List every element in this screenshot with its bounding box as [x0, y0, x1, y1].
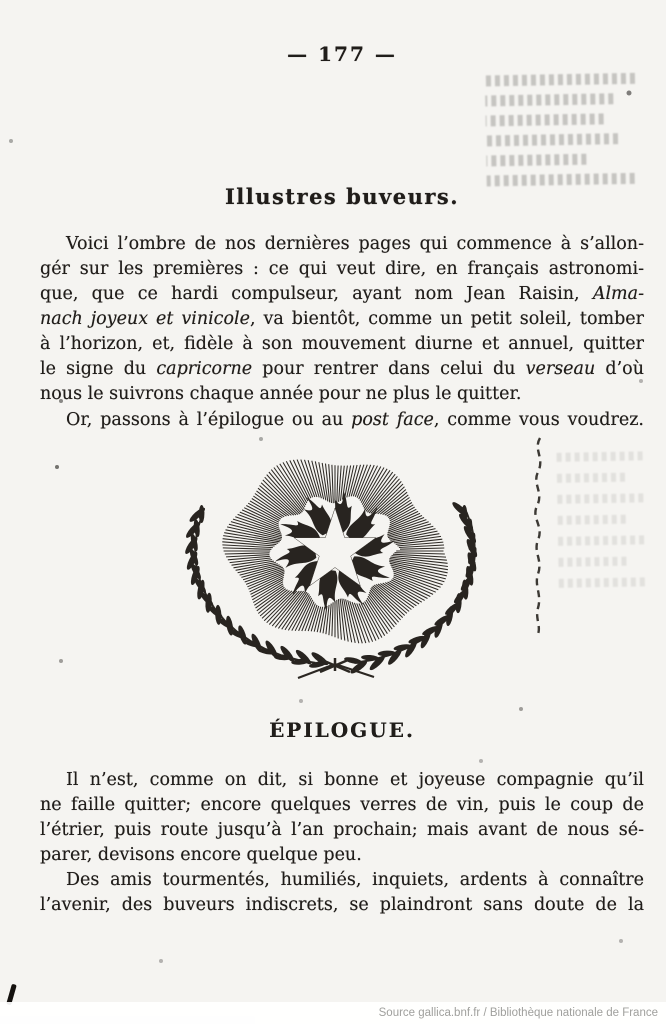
paragraph-intro	[40, 232, 644, 407]
text-line	[40, 282, 644, 307]
source-watermark-text: Source gallica.bnf.fr / Bibliothèque nationale de France	[378, 1007, 658, 1019]
bleed-line	[557, 577, 645, 588]
paragraph-epilogue	[40, 768, 644, 918]
text-segment: , va bientôt, comme un petit soleil, tomber	[249, 309, 645, 329]
text-line: Des amis tourmentés, humiliés, inquiets, ardents à connaître	[66, 870, 644, 890]
text-line: Il n’est, comme on dit, si bonne et joyeuse compagnie qu’il	[66, 770, 644, 790]
section-title: Illustres buveurs.	[224, 184, 460, 209]
text-line	[40, 307, 644, 332]
text-segment: d’où	[595, 359, 644, 379]
text-line: Voici l’ombre de nos dernières pages qui commence à s’allon-	[66, 234, 644, 254]
text-segment-italic: nach joyeux et vinicole	[40, 309, 250, 329]
bleed-line	[556, 557, 626, 567]
bleed-line	[556, 515, 626, 525]
engraving-svg	[178, 430, 493, 688]
bleed-line	[485, 73, 635, 87]
paper-specks	[0, 0, 2, 2]
text-segment: Or, passons à l’épilogue ou au	[66, 410, 352, 430]
text-line: l’avenir, des buveurs indiscrets, se plaindront sans doute de la	[40, 895, 644, 915]
text-line: gér sur les premières : ce qui veut dire, en français astronomi-	[40, 259, 644, 279]
text-segment: pour rentrer dans celui du	[252, 359, 526, 379]
text-line: ne faille quitter; encore quelques verres de vin, puis le coup de	[40, 795, 644, 815]
epilogue-heading: ÉPILOGUE.	[269, 718, 415, 742]
margin-handwriting-mark	[528, 434, 552, 639]
text-segment-italic: capricorne	[156, 359, 253, 379]
text-line: nous le suivrons chaque année pour ne plus le quitter.	[40, 384, 522, 404]
text-segment-italic: post face	[351, 410, 434, 430]
text-segment-italic: Alma-	[592, 284, 644, 304]
bleed-line	[555, 451, 643, 462]
text-segment: que, que ce hardi compulseur, ayant nom Jean Raisin,	[40, 284, 593, 304]
bleed-line	[555, 473, 625, 483]
text-line	[40, 357, 644, 382]
bleed-line	[485, 93, 613, 106]
bleed-line	[556, 535, 644, 546]
source-watermark	[0, 1002, 666, 1024]
text-line: l’étrier, puis route jusqu’à l’an prochain; mais avant de nous sé-	[40, 820, 644, 840]
star-sunburst-wreath-engraving	[178, 430, 493, 688]
text-line: parer, devisons encore quelque peu.	[40, 845, 362, 865]
bleed-line	[486, 154, 586, 167]
ink-bleedthrough-right	[555, 451, 660, 621]
bleed-line	[486, 113, 604, 126]
page-number: — 177 —	[287, 42, 397, 66]
bleed-line	[555, 493, 643, 504]
text-segment: , comme vous voudrez.	[433, 410, 644, 430]
text-line: à l’horizon, et, fidèle à son mouvement diurne et annuel, quitter	[40, 334, 644, 354]
text-segment-italic: verseau	[525, 359, 596, 379]
text-segment: le signe du	[40, 359, 157, 379]
bleed-line	[486, 133, 618, 146]
